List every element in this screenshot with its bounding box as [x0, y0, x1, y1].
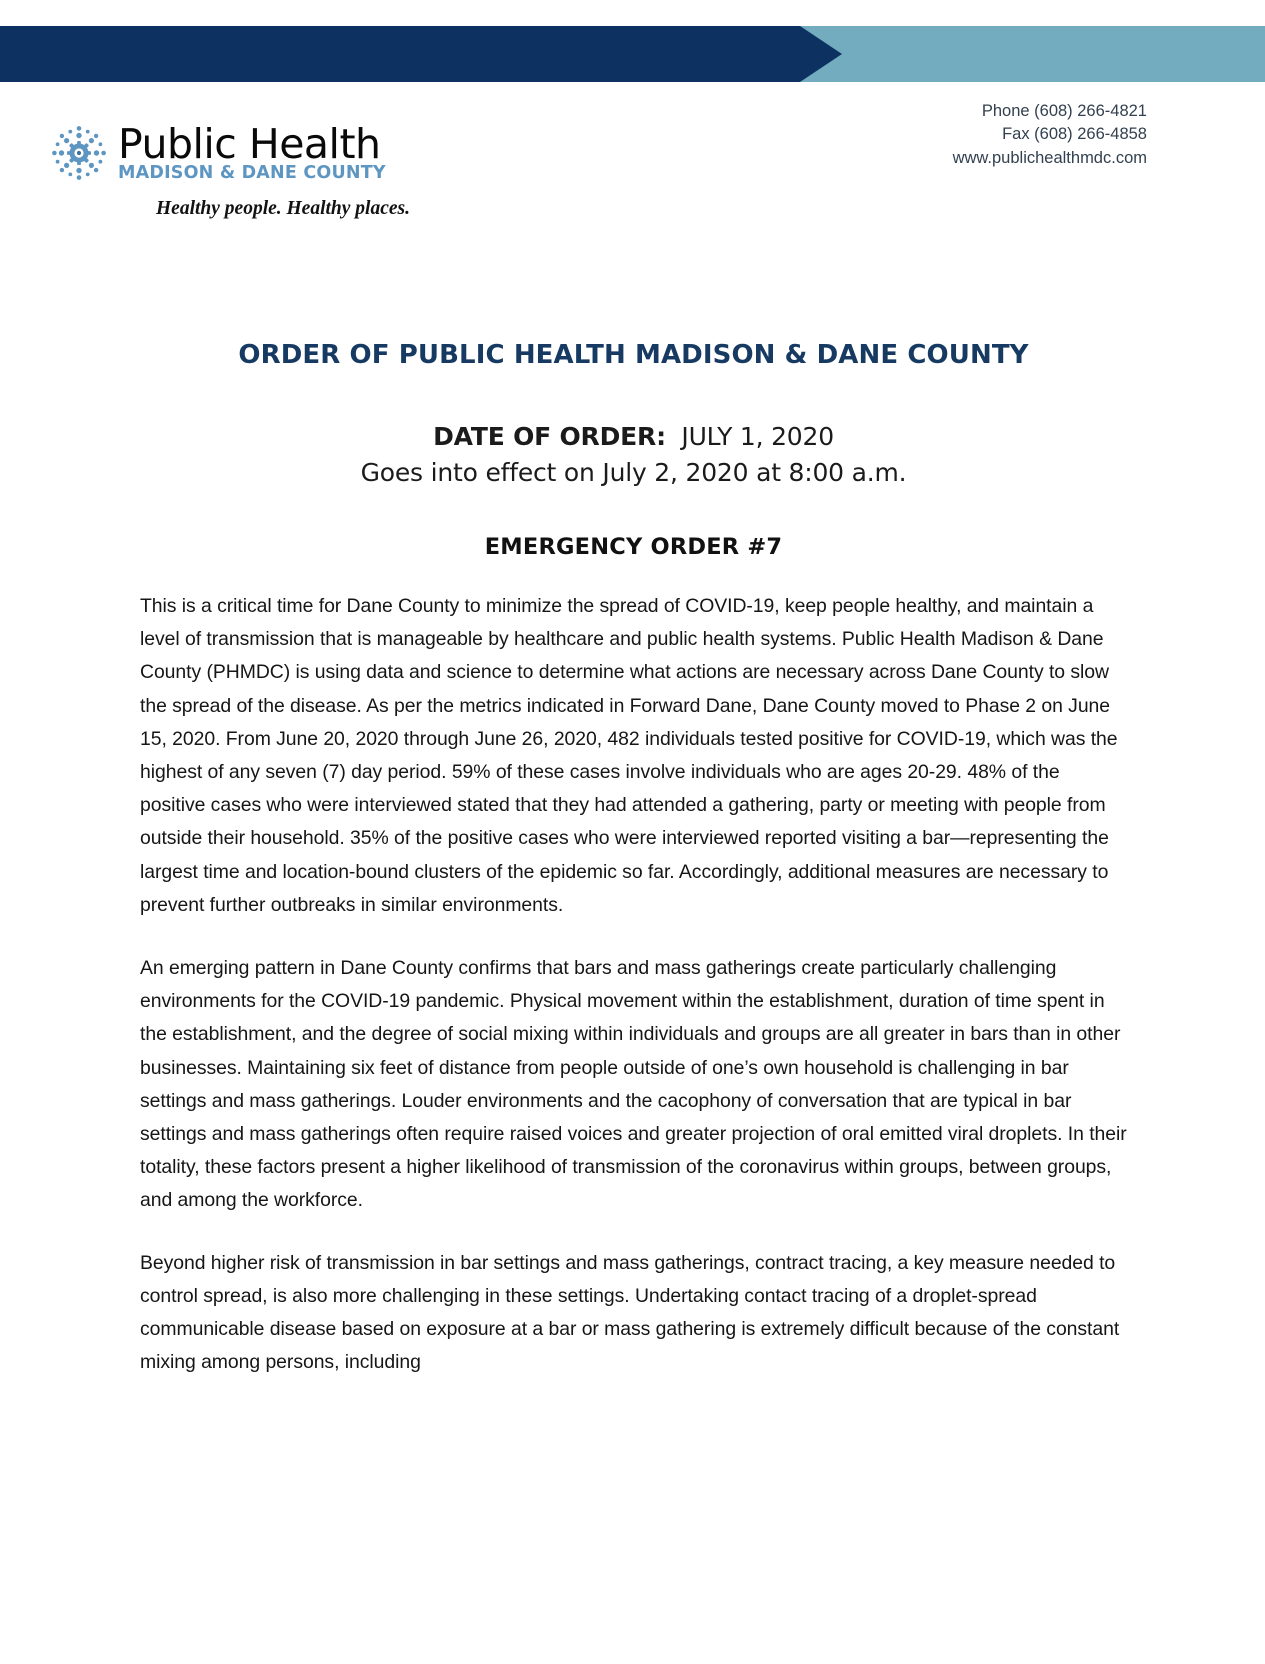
logo-subtitle: MADISON & DANE COUNTY — [118, 162, 386, 183]
organization-logo — [48, 119, 468, 220]
logo-tagline: Healthy people. Healthy places. — [156, 198, 410, 219]
starburst-logo-icon — [48, 122, 110, 184]
effective-date-line: Goes into effect on July 2, 2020 at 8:00 a.m. — [360, 458, 907, 487]
contact-phone: Phone (608) 266-4821 — [981, 102, 1147, 120]
body-paragraph-3: Beyond higher risk of transmission in bar settings and mass gatherings, contract tracing, a key measure needed to control spread, is also more challenging in these settings. Undertaking contact tracing of a droplet-spread communicable disease based on exposure at a bar or mass gathering is extremely difficult because of the constant mixing among persons, including — [140, 1251, 1120, 1374]
contact-info — [953, 100, 1147, 170]
emergency-order-heading: EMERGENCY ORDER #7 — [484, 534, 783, 560]
order-title: ORDER OF PUBLIC HEALTH MADISON & DANE COUNTY — [238, 340, 1029, 370]
banner-dark-chevron-icon — [0, 26, 842, 82]
logo-title: Public Health — [118, 119, 381, 168]
contact-website: www.publichealthmdc.com — [952, 148, 1147, 167]
date-of-order-label: DATE OF ORDER: — [433, 422, 666, 451]
document-body — [0, 340, 1265, 1379]
date-of-order-value: JULY 1, 2020 — [681, 422, 834, 451]
header-banner — [0, 26, 1265, 82]
body-paragraph-2: An emerging pattern in Dane County confirms that bars and mass gatherings create particularly challenging environments for the COVID-19 pandemic. Physical movement within the establishment, duration of time spent in the establishment, and the degree of social mixing within individuals and groups are all greater in bars than in other businesses. Maintaining six feet of distance from people outside of one’s own household is challenging in bar settings and mass gatherings. Louder environments and the cacophony of conversation that are typical in bar settings and mass gatherings often require raised voices and greater projection of oral emitted viral droplets. In their totality, these factors present a higher likelihood of transmission of the coronavirus within groups, between groups, and among the workforce. — [140, 957, 1127, 1212]
body-paragraph-1: This is a critical time for Dane County to minimize the spread of COVID-19, keep people healthy, and maintain a level of transmission that is manageable by healthcare and public health systems. Public Health Madison & Dane County (PHMDC) is using data and science to determine what actions are necessary across Dane County to slow the spread of the disease. As per the metrics indicated in Forward Dane, Dane County moved to Phase 2 on June 15, 2020. From June 20, 2020 through June 26, 2020, 482 individuals tested positive for COVID-19, which was the highest of any seven (7) day period. 59% of these cases involve individuals who are ages 20-29. 48% of the positive cases who were interviewed stated that they had attended a gathering, party or meeting with people from outside their household. 35% of the positive cases who were interviewed reported visiting a bar—representing the largest time and location-bound clusters of the epidemic so far. Accordingly, additional measures are necessary to prevent further outbreaks in similar environments. — [140, 595, 1118, 916]
date-of-order-line — [140, 422, 1127, 451]
letterhead — [0, 82, 1265, 262]
contact-fax: Fax (608) 266-4858 — [1002, 125, 1147, 144]
